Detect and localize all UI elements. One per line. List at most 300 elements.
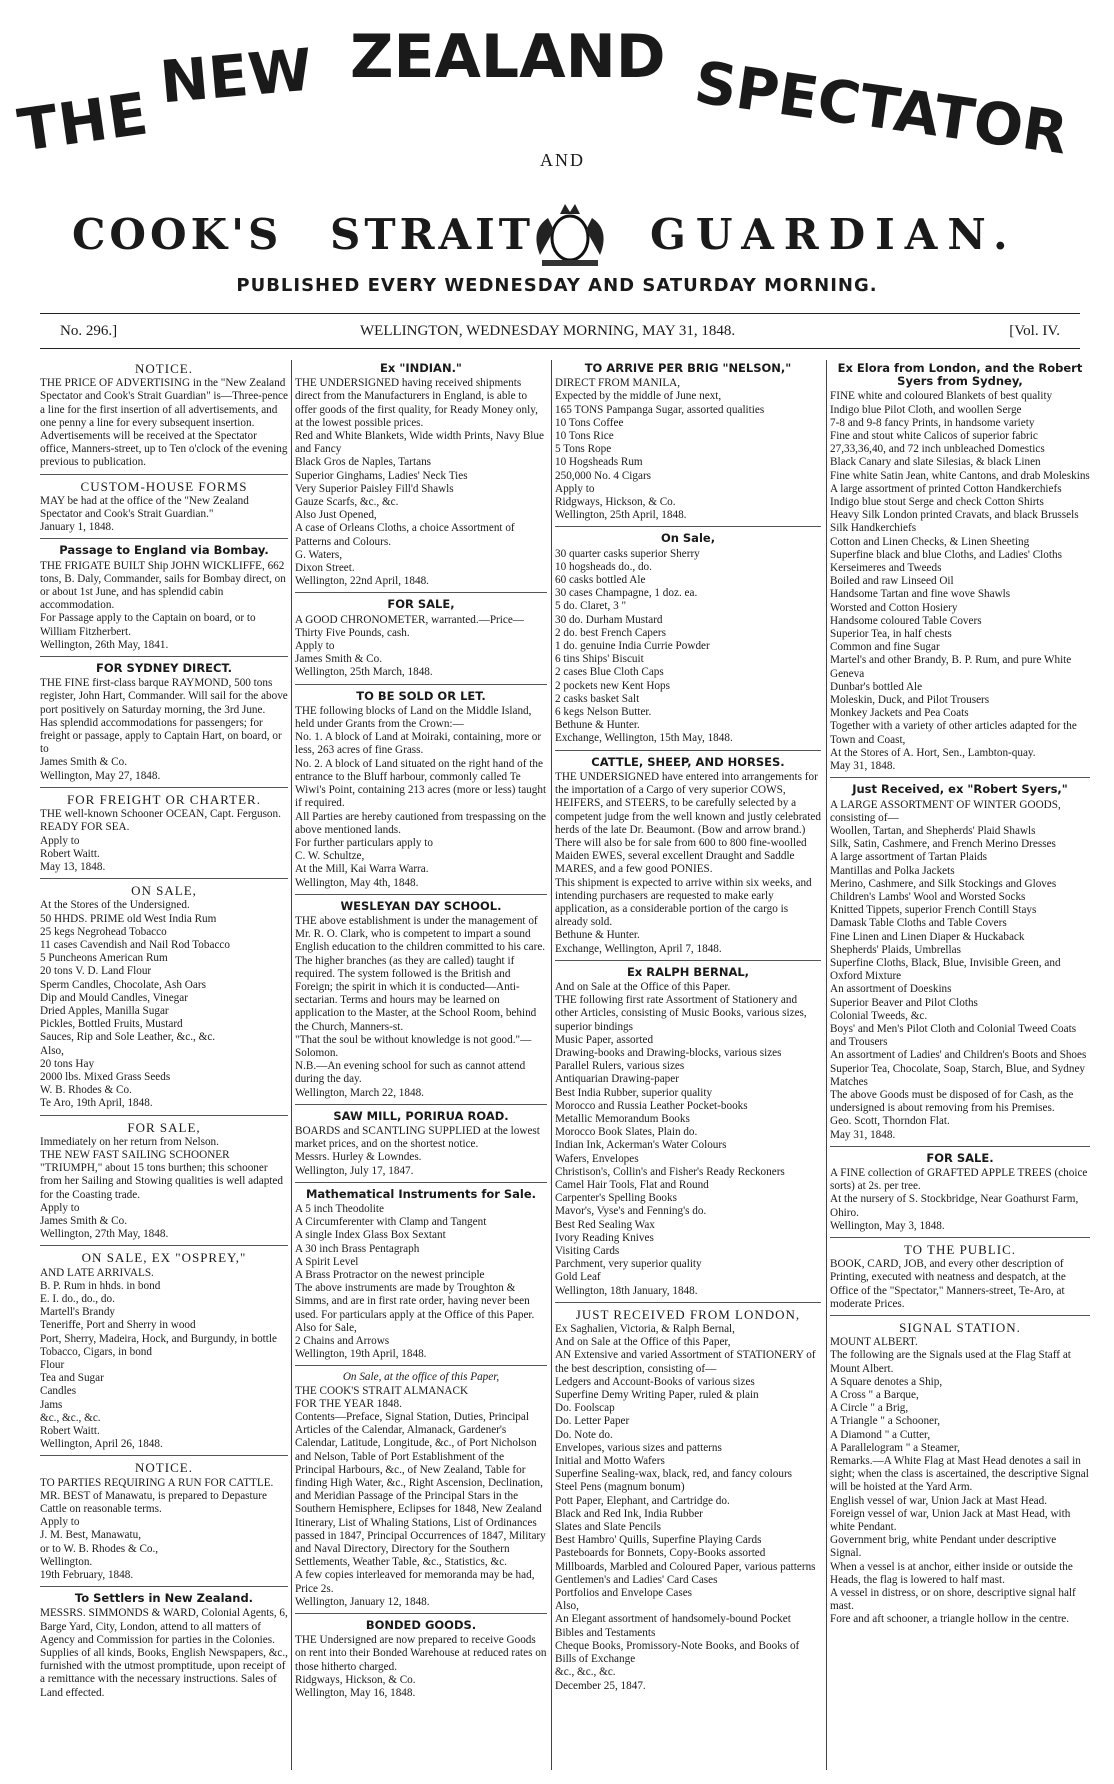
advertisement	[40, 793, 288, 879]
advertisement-date: Wellington, 26th May, 1841.	[40, 638, 169, 651]
advertisement-line: The above instruments are made by Troughton & Simms, and are in first rate order, having never been used. For particulars apply at the Office of this Paper.	[295, 1282, 535, 1321]
advertisement-line: A 30 inch Brass Pentagraph	[295, 1242, 420, 1255]
advertisement-line: Drawing-books and Drawing-blocks, various sizes	[555, 1046, 782, 1059]
advertisement-line: MESSRS. SIMMONDS & WARD, Colonial Agents, 6, Barge Yard, City, London, attend to all matters of Agency and Commission for parties in the Colonies. Supplies of all kinds, Books, English Newspapers, &c., furnished with the utmost promptitude, upon receipt of a remittance with the necessary instructions. Sales of Land effected.	[40, 1607, 288, 1699]
advertisement-line: 20 tons Hay	[40, 1057, 95, 1070]
advertisement-line: C. W. Schultze,	[295, 850, 365, 863]
advertisement-heading: ON SALE, EX "OSPREY,"	[81, 1250, 247, 1266]
advertisement-line: THE COOK'S STRAIT ALMANACK	[295, 1384, 469, 1397]
advertisement-line: Apply to	[40, 834, 80, 847]
advertisement-line: William Fitzherbert.	[40, 625, 131, 638]
advertisement-line: Tobacco, Cigars, in bond	[40, 1345, 152, 1358]
advertisement-heading: Ex "INDIAN."	[380, 361, 462, 375]
advertisement	[295, 690, 547, 895]
advertisement-line: Dixon Street.	[295, 562, 355, 575]
advertisement-line: Envelopes, various sizes and patterns	[555, 1441, 722, 1454]
advertisement-line: For further particulars apply to	[295, 836, 433, 849]
advertisement-line: Black Gros de Naples, Tartans	[295, 456, 432, 469]
advertisement-line: Port, Sherry, Madeira, Hock, and Burgundy, in bottle	[40, 1332, 277, 1345]
advertisement-line: Parallel Rulers, various sizes	[555, 1060, 685, 1073]
advertisement	[555, 756, 821, 961]
royal-crest-icon	[520, 200, 620, 270]
advertisement-line: For Passage apply to the Captain on board, or to	[40, 612, 256, 625]
advertisement-line: Has splendid accommodations for passengers; for freight or passage, apply to Captain Hart, on board, or to	[40, 716, 282, 756]
advertisement-line: MAY be had at the office of the "New Zealand Spectator and Cook's Strait Guardian."	[40, 494, 249, 521]
top-rule	[40, 313, 1080, 314]
advertisement-line: And on Sale at the Office of this Paper.	[555, 980, 731, 993]
advertisement-date: Wellington, April 26, 1848.	[40, 1438, 163, 1451]
advertisement-line: Tea and Sugar	[40, 1372, 104, 1385]
advertisement-line: An assortment of Doeskins	[830, 983, 952, 996]
advertisement-heading: FOR SALE.	[926, 1150, 994, 1165]
advertisement-line: Ledgers and Account-Books of various sizes	[555, 1375, 755, 1388]
advertisement-line: 6 tins Ships' Biscuit	[555, 653, 644, 666]
advertisement-line: A vessel in distress, or on shore, descriptive signal half mast.	[830, 1587, 1076, 1613]
advertisement-line: Robert Waitt.	[40, 847, 100, 860]
advertisement-date: Wellington, May 4th, 1848.	[295, 876, 419, 889]
advertisement-line: READY FOR SEA.	[40, 821, 130, 834]
advertisement-line: or to W. B. Rhodes & Co.,	[40, 1542, 159, 1555]
advertisement	[40, 480, 288, 540]
advertisement-line: Pott Paper, Elephant, and Cartridge do.	[555, 1494, 730, 1507]
advertisement-line: And on Sale at the Office of this Paper,	[555, 1336, 731, 1349]
advertisement-line: Sperm Candles, Chocolate, Ash Oars	[40, 978, 206, 991]
advertisement-line: Fine white Satin Jean, white Cantons, and drab Moleskins	[830, 469, 1090, 482]
advertisement-line: Camel Hair Tools, Flat and Round	[555, 1178, 709, 1191]
advertisement	[830, 783, 1090, 1146]
advertisement-line: Fore and aft schooner, a triangle hollow in the centre.	[830, 1613, 1070, 1626]
advertisement-line: Kerseimeres and Tweeds	[830, 562, 942, 575]
masthead-new: NEW	[157, 35, 315, 117]
advertisement-line: Also Just Opened,	[295, 509, 377, 522]
advertisement	[830, 1243, 1090, 1316]
advertisement-line: Merino, Cashmere, and Silk Stockings and Gloves	[830, 877, 1057, 890]
advertisement-line: THE above establishment is under the management of Mr. R. O. Clark, who is competent to impart a sound English education to the children committed to his care. The higher branches (as they are called) taught if required. The system followed is the British and Foreign; the spirit in which it is conducted—Anti-sectarian. Terms and hours may be learned on application to the Master, at the School Room, behind the Church, Manners-st.	[295, 914, 546, 1033]
advertisement-date: May 31, 1848.	[830, 1128, 896, 1141]
advertisement-line: When a vessel is at anchor, either inside or outside the Heads, the flag is lowered to half mast.	[830, 1560, 1073, 1586]
advertisement-line: Metallic Memorandum Books	[555, 1112, 690, 1125]
advertisement-line: This shipment is expected to arrive within six weeks, and intending purchasers are requested to make early application, as a considerable portion of the cargo is already sold.	[555, 876, 812, 929]
advertisement-date: December 25, 1847.	[555, 1679, 646, 1692]
advertisement-line: No. 2. A block of Land situated on the right hand of the entrance to the Bluff harbour, commonly called Te Wiwi's Point, containing 213 acres (more or less) taught if required.	[295, 757, 547, 810]
advertisement-line: AND LATE ARRIVALS.	[40, 1266, 154, 1279]
advertisement-line: 5 Puncheons American Rum	[40, 952, 168, 965]
advertisement-line: Superior Ginghams, Ladies' Neck Ties	[295, 469, 468, 482]
advertisement-heading: CUSTOM-HOUSE FORMS	[80, 478, 248, 494]
advertisement	[40, 1592, 288, 1704]
advertisement-line: Immediately on her return from Nelson.	[40, 1135, 219, 1148]
advertisement-line: A case of Orleans Cloths, a choice Assortment of Patterns and Colours.	[295, 522, 515, 548]
advertisement-line: Worsted and Cotton Hosiery	[830, 601, 958, 614]
advertisement-line: G. Waters,	[295, 548, 343, 561]
advertisement-date: Wellington, May 16, 1848.	[295, 1687, 416, 1700]
advertisement-line: Superfine Demy Writing Paper, ruled & plain	[555, 1389, 759, 1402]
advertisement-heading: FOR SALE,	[387, 597, 455, 612]
advertisement-line: Indian Ink, Ackerman's Water Colours	[555, 1139, 727, 1152]
advertisement-date: Exchange, Wellington, April 7, 1848.	[555, 942, 722, 955]
advertisement-date: Exchange, Wellington, 15th May, 1848.	[555, 732, 733, 745]
advertisement-line: Damask Table Cloths and Table Covers	[830, 917, 1007, 930]
advertisement-line: At the Stores of A. Hort, Sen., Lambton-quay.	[830, 746, 1036, 759]
advertisement-heading: TO ARRIVE PER BRIG "NELSON,"	[584, 361, 792, 375]
advertisement-line: AN Extensive and varied Assortment of STATIONERY of the best description, consisting of—	[555, 1349, 816, 1375]
advertisement-line: Moleskin, Duck, and Pilot Trousers	[830, 694, 990, 707]
advertisement-line: A Brass Protractor on the newest principle	[295, 1269, 485, 1281]
advertisement-line: MOUNT ALBERT.	[830, 1336, 918, 1349]
advertisement-line: Millboards, Marbled and Coloured Paper, various patterns	[555, 1560, 816, 1573]
advertisement-line: Apply to	[295, 640, 335, 653]
advertisement-line: There will also be for sale from 600 to 800 fine-woolled Maiden EWES, several excellent Draught and Saddle MARES, and a few good PONIES.	[555, 836, 807, 876]
advertisement-line: Handsome Tartan and fine wove Shawls	[830, 588, 1011, 601]
column-divider	[291, 360, 292, 1770]
advertisement-line: &c., &c., &c.	[40, 1411, 101, 1424]
advertisement-line: A Triangle " a Schooner,	[830, 1415, 941, 1428]
advertisement-line: THE Undersigned are now prepared to receive Goods on rent into their Bonded Warehouse at reduced rates on those hitherto charged.	[295, 1634, 547, 1673]
advertisement-heading: ON SALE,	[131, 883, 197, 899]
advertisement	[40, 544, 288, 657]
advertisement-line: A Circumferenter with Clamp and Tangent	[295, 1216, 487, 1229]
advertisement-line: A Diamond " a Cutter,	[830, 1428, 931, 1441]
column-4	[830, 360, 1090, 1636]
advertisement-line: The above Goods must be disposed of for Cash, as the undersigned is about removing from his Premises.	[830, 1088, 1074, 1115]
advertisement-line: Government brig, white Pendant under descriptive Signal.	[830, 1534, 1057, 1560]
advertisement-line: Indigo blue Pilot Cloth, and woollen Serge	[830, 403, 1022, 416]
advertisement-heading: TO THE PUBLIC.	[903, 1242, 1017, 1257]
advertisement-line: Visiting Cards	[555, 1245, 620, 1257]
advertisement-heading: Just Received, ex "Robert Syers,"	[852, 782, 1068, 797]
advertisement-line: Christison's, Collin's and Fisher's Ready Reckoners	[555, 1165, 785, 1178]
advertisement-line: A FINE collection of GRAFTED APPLE TREES (choice sorts) at 2s. per tree.	[830, 1166, 1088, 1193]
issue-date: WELLINGTON, WEDNESDAY MORNING, MAY 31, 1848.	[360, 323, 736, 339]
advertisement-line: Common and fine Sugar	[830, 641, 940, 654]
advertisement-line: DIRECT FROM MANILA,	[555, 377, 681, 390]
advertisement-line: 10 Tons Rice	[555, 430, 614, 443]
advertisement-line: Fine Linen and Linen Diaper & Huckaback	[830, 930, 1025, 943]
advertisement-line: Superior Beaver and Pilot Cloths	[830, 996, 978, 1009]
advertisement-line: Colonial Tweeds, &c.	[830, 1009, 928, 1022]
column-3	[555, 360, 821, 1702]
advertisement-heading: Passage to England via Bombay.	[59, 543, 269, 558]
advertisement-line: A single Index Glass Box Sextant	[295, 1229, 446, 1242]
advertisement	[40, 1121, 288, 1247]
advertisement-line: English vessel of war, Union Jack at Mast Head.	[830, 1494, 1048, 1507]
advertisement-line: No. 1. A block of Land at Moiraki, containing, more or less, 263 acres of fine Grass.	[295, 731, 542, 757]
advertisement	[295, 362, 547, 593]
advertisement-line: Geo. Scott, Thorndon Flat.	[830, 1115, 950, 1128]
advertisement-line: Handsome coloured Table Covers	[830, 614, 982, 627]
advertisement-line: 30 do. Durham Mustard	[555, 613, 663, 626]
advertisement-date: Wellington, July 17, 1847.	[295, 1164, 414, 1177]
advertisement-line: Contents—Preface, Signal Station, Duties, Principal Articles of the Calendar, Almanack, Gardener's Calendar, Latitude, Longitude, &c., of Port Nicholson and Nelson, Table of Port Establishment of the Principal Harbours, &c., of New Zealand, Table for finding High Water, &c., Right Ascension, Declination, and Meridian Passage of the Principal Stars in the Southern Hemisphere, Eclipses for 1848, New Zealand Itinerary, List of Whaling Stations, List of Ordinances passed in 1847, Principal Occurrences of 1847, Military and Naval Directory, Directory for the Southern Settlements, Weather Table, &c., Statistics, &c.	[295, 1411, 546, 1569]
advertisement	[295, 900, 547, 1105]
advertisement	[555, 1308, 821, 1697]
advertisement-line: At the Stores of the Undersigned.	[40, 899, 190, 912]
advertisement-line: Steel Pens (magnum bonum)	[555, 1481, 685, 1494]
advertisement-line: Remarks.—A White Flag at Mast Head denotes a sail in sight; when the class is ascertained, the descriptive Signal will be hoisted at the Yard Arm.	[830, 1455, 1089, 1494]
advertisement-line: THE well-known Schooner OCEAN, Capt. Ferguson.	[40, 808, 281, 821]
advertisement-line: MR. BEST of Manawatu, is prepared to Depasture Cattle on reasonable terms.	[40, 1489, 267, 1516]
advertisement-line: Black Canary and slate Silesias, & black Linen	[830, 456, 1041, 469]
advertisement-line: Antiquarian Drawing-paper	[555, 1073, 679, 1086]
masthead-zealand: ZEALAND	[350, 22, 666, 92]
advertisement-line: Superfine Sealing-wax, black, red, and fancy colours	[555, 1468, 793, 1481]
advertisement-line: Red and White Blankets, Wide width Prints, Navy Blue and Fancy	[295, 430, 544, 456]
advertisement-heading: TO BE SOLD OR LET.	[356, 688, 486, 703]
advertisement-line: Do. Foolscap	[555, 1402, 615, 1415]
advertisement-line: Together with a variety of other articles adapted for the Town and Coast,	[830, 720, 1077, 746]
advertisement-line: Silk, Satin, Cashmere, and French Merino Dresses	[830, 838, 1056, 851]
advertisement-line: Best Red Sealing Wax	[555, 1218, 655, 1231]
advertisement-line: 11 cases Cavendish and Nail Rod Tobacco	[40, 938, 230, 951]
advertisement	[295, 1371, 547, 1614]
advertisement-line: An Elegant assortment of handsomely-bound Pocket Bibles and Testaments	[555, 1613, 791, 1639]
advertisement-line: 20 tons V. D. Land Flour	[40, 965, 152, 978]
advertisement-date: Wellington, 18th January, 1848.	[555, 1284, 698, 1297]
advertisement-date: May 13, 1848.	[40, 860, 106, 873]
advertisement-date: January 1, 1848.	[40, 521, 114, 534]
advertisement	[40, 884, 288, 1115]
advertisement-line: Teneriffe, Port and Sherry in wood	[40, 1319, 196, 1332]
advertisement-line: Morocco and Russia Leather Pocket-books	[555, 1099, 748, 1112]
advertisement-heading: Mathematical Instruments for Sale.	[305, 1186, 537, 1201]
advertisement-line: "That the soul be without knowledge is not good."—Solomon.	[295, 1033, 532, 1059]
advertisement-line: 10 Hogsheads Rum	[555, 456, 643, 469]
advertisement-line: Ridgways, Hickson, & Co.	[555, 496, 676, 509]
advertisement-line: 60 casks bottled Ale	[555, 574, 646, 587]
advertisement-line: Apply to	[40, 1201, 80, 1214]
advertisement-line: Cheque Books, Promissory-Note Books, and Books of Bills of Exchange	[555, 1639, 800, 1666]
advertisement-line: TO PARTIES REQUIRING A RUN FOR CATTLE.	[40, 1476, 274, 1489]
advertisement-line: A LARGE ASSORTMENT OF WINTER GOODS, consisting of—	[830, 798, 1061, 824]
advertisement-line: Mantillas and Polka Jackets	[830, 864, 955, 877]
advertisement-date: Wellington, 25th March, 1848.	[295, 666, 433, 679]
advertisement-date: Wellington, January 12, 1848.	[295, 1595, 430, 1608]
advertisement-line: A Square denotes a Ship,	[830, 1375, 943, 1388]
advertisement-line: Fine and stout white Calicos of superior fabric	[830, 430, 1038, 443]
advertisement-line: A Circle " a Brig,	[830, 1402, 909, 1415]
advertisement-line: A large assortment of printed Cotton Handkerchiefs	[830, 482, 1062, 495]
column-divider	[551, 360, 552, 1770]
advertisement-line: Children's Lambs' Wool and Worsted Socks	[830, 890, 1026, 903]
advertisement-line: Flour	[40, 1359, 65, 1372]
advertisement-line: A Parallelogram " a Steamer,	[830, 1441, 960, 1454]
advertisement-line: Pickles, Bottled Fruits, Mustard	[40, 1018, 183, 1031]
advertisement-line: A few copies interleaved for memoranda may be had, Price 2s.	[295, 1569, 535, 1595]
advertisement-line: THE PRICE OF ADVERTISING in the "New Zealand Spectator and Cook's Strait Guardian" is—Three-pence a line for the first insertion of all advertisements, and one penny a line for every subsequent insertion.	[40, 377, 288, 429]
advertisement-line: Dip and Mould Candles, Vinegar	[40, 991, 188, 1004]
advertisement	[295, 598, 547, 684]
advertisement-line: Gentlemen's and Ladies' Card Cases	[555, 1573, 718, 1586]
advertisement	[295, 1619, 547, 1704]
advertisement-line: BOARDS and SCANTLING SUPPLIED at the lowest market prices, and on the shortest notice.	[295, 1124, 540, 1151]
advertisement-line: Carpenter's Spelling Books	[555, 1192, 677, 1205]
advertisement-line: A Spirit Level	[295, 1255, 359, 1268]
masthead-the: THE	[13, 79, 153, 165]
advertisement-line: 25 kegs Negrohead Tobacco	[40, 925, 167, 938]
advertisement-line: Ridgways, Hickson, & Co.	[295, 1673, 416, 1686]
advertisement-line: Superior Tea, Chocolate, Soap, Starch, Blue, and Sydney Matches	[830, 1062, 1086, 1088]
advertisement	[40, 1251, 288, 1456]
advertisement-line: All Parties are hereby cautioned from trespassing on the above mentioned lands.	[295, 810, 547, 836]
masthead-spectator: SPECTATOR	[690, 48, 1072, 168]
advertisement-heading: NOTICE.	[135, 361, 193, 376]
advertisement-line: 27,33,36,40, and 72 inch unbleached Domestics	[830, 443, 1045, 456]
advertisement-line: Superior Tea, in half chests	[830, 628, 952, 641]
advertisement-line: 6 kegs Nelson Butter.	[555, 706, 652, 719]
advertisement-date: May 31, 1848.	[830, 760, 896, 773]
advertisement-line: Indigo blue stout Serge and check Cotton Shirts	[830, 496, 1044, 509]
advertisement	[830, 1321, 1090, 1631]
advertisement-line: Music Paper, assorted	[555, 1033, 654, 1046]
advertisement-line: Expected by the middle of June next,	[555, 390, 722, 403]
advertisement-line: At the nursery of S. Stockbridge, Near Goathurst Farm, Ohiro.	[830, 1193, 1079, 1219]
advertisement-line: THE FINE first-class barque RAYMOND, 500 tons register, John Hart, Commander. Will sail for the above port positively on Saturday morning, the 3rd June.	[40, 677, 288, 716]
advertisement	[295, 1188, 547, 1367]
advertisement-line: At the Mill, Kai Warra Warra.	[295, 863, 429, 876]
advertisement-line: Bethune & Hunter.	[555, 719, 640, 732]
advertisement-date: Wellington, 25th April, 1848.	[555, 509, 687, 522]
advertisement-line: A large assortment of Tartan Plaids	[830, 851, 987, 864]
masthead-and: AND	[540, 150, 585, 170]
column-1	[40, 360, 288, 1709]
advertisement	[555, 532, 821, 750]
advertisement-heading: NOTICE.	[135, 1460, 193, 1476]
issue-number: No. 296.]	[60, 323, 118, 339]
masthead	[0, 0, 1114, 300]
advertisement-heading: SAW MILL, PORIRUA ROAD.	[333, 1108, 509, 1123]
advertisement-line: 2 do. best French Capers	[555, 626, 666, 639]
advertisement-line: 2 casks basket Salt	[555, 692, 640, 705]
advertisement-line: Also for Sale,	[295, 1321, 357, 1334]
advertisement	[40, 1461, 288, 1587]
column-2	[295, 360, 547, 1709]
advertisement-line: Also,	[555, 1600, 579, 1613]
advertisement-heading: JUST RECEIVED FROM LONDON,	[575, 1306, 801, 1322]
advertisement-line: 250,000 No. 4 Cigars	[555, 469, 652, 482]
advertisement-line: Do. Note do.	[555, 1428, 613, 1441]
advertisement-line: Dried Apples, Manilla Sugar	[40, 1004, 169, 1017]
advertisement-line: 30 cases Champagne, 1 doz. ea.	[555, 587, 698, 600]
advertisement-line: Bethune & Hunter.	[555, 929, 640, 942]
advertisement-line: Heavy Silk London printed Cravats, and black Brussels Silk Handkerchiefs	[830, 509, 1079, 535]
advertisement-line: Boys' and Men's Pilot Cloth and Colonial Tweed Coats and Trousers	[830, 1022, 1077, 1049]
advertisement-line: Best India Rubber, superior quality	[555, 1086, 713, 1099]
advertisement-date: Wellington, May 27, 1848.	[40, 769, 161, 782]
advertisement-line: Do. Letter Paper	[555, 1415, 630, 1428]
advertisement-line: James Smith & Co.	[40, 1214, 128, 1227]
advertisement	[40, 362, 288, 475]
column-divider	[826, 360, 827, 1770]
advertisement-line: The following are the Signals used at the Flag Staff at Mount Albert.	[830, 1349, 1071, 1375]
advertisement-line: 10 Tons Coffee	[555, 416, 624, 429]
advertisement-line: An assortment of Ladies' and Children's Boots and Shoes	[830, 1049, 1087, 1062]
advertisement-line: Black and Red Ink, India Rubber	[555, 1507, 703, 1520]
advertisement-line: THE UNDERSIGNED have entered into arrangements for the importation of a Cargo of very superior COWS, HEIFERS, and STEERS, to be carefully selected by a competent judge from the well known and justly celebrated herds of the late Dr. Beaumont. (Bow and arrow brand.)	[555, 770, 821, 836]
advertisement-heading: To Settlers in New Zealand.	[74, 1591, 254, 1606]
advertisement-heading: Ex Elora from London, and the Robert Syers from Sydney,	[837, 361, 1083, 389]
masthead-guardian: GUARDIAN.	[650, 210, 1018, 259]
advertisement-date: Wellington, 27th May, 1848.	[40, 1228, 169, 1241]
advertisement	[555, 966, 821, 1303]
advertisement-date: Wellington, 19th April, 1848.	[295, 1348, 427, 1361]
advertisement-line: Apply to	[555, 482, 595, 495]
advertisement-line: Slates and Slate Pencils	[555, 1521, 661, 1534]
advertisement-line: 50 HHDS. PRIME old West India Rum	[40, 912, 217, 925]
advertisement-line: BOOK, CARD, JOB, and every other description of Printing, executed with neatness and despatch, at the Office of the "Spectator," Manners-street, Te-Aro, at moderate Prices.	[830, 1258, 1066, 1310]
advertisement-line: 165 TONS Pampanga Sugar, assorted qualities	[555, 403, 765, 416]
advertisement	[555, 362, 821, 527]
advertisement-line: Best Hambro' Quills, Superfine Playing Cards	[555, 1534, 762, 1547]
advertisement-heading: SIGNAL STATION.	[899, 1320, 1021, 1336]
advertisement-line: &c., &c., &c.	[555, 1666, 616, 1679]
advertisement	[40, 662, 288, 788]
advertisement-line: Initial and Motto Wafers	[555, 1455, 665, 1468]
advertisement-heading: CATTLE, SHEEP, AND HORSES.	[591, 754, 785, 769]
advertisement-line: Monkey Jackets and Pea Coats	[830, 707, 969, 720]
advertisement-line: 1 do. genuine India Currie Powder	[555, 640, 710, 653]
advertisement	[830, 1152, 1090, 1238]
masthead-strait: STRAIT	[330, 210, 534, 259]
masthead-cooks: COOK'S	[72, 210, 283, 259]
advertisement-line: 7-8 and 9-8 fancy Prints, in handsome variety	[830, 416, 1035, 429]
advertisement-line: N.B.—An evening school for such as cannot attend during the day.	[295, 1060, 526, 1086]
advertisement-heading: FOR FREIGHT OR CHARTER.	[67, 791, 261, 807]
advertisement-line: THE following blocks of Land on the Middle Island, held under Grants from the Crown:—	[295, 704, 532, 731]
advertisement-line: Superfine Cloths, Black, Blue, Invisible Green, and Oxford Mixture	[830, 956, 1061, 983]
advertisement-heading: Ex RALPH BERNAL,	[626, 964, 750, 979]
advertisement-line: A 5 inch Theodolite	[295, 1202, 384, 1215]
advertisement-line: 5 do. Claret, 3 "	[555, 600, 627, 613]
advertisement-heading: FOR SALE,	[127, 1119, 201, 1135]
advertisement-line: 5 Tons Rope	[555, 443, 612, 456]
advertisement-line: Robert Waitt.	[40, 1425, 100, 1438]
advertisement-line: Martell's Brandy	[40, 1306, 116, 1319]
publication-schedule: PUBLISHED EVERY WEDNESDAY AND SATURDAY MORNING.	[236, 275, 878, 296]
advertisement	[830, 362, 1090, 778]
advertisement-line: Mavor's, Vyse's and Fenning's do.	[555, 1205, 707, 1218]
advertisement-line: THE FRIGATE BUILT Ship JOHN WICKLIFFE, 662 tons, B. Daly, Commander, sails for Bombay direct, on or about 1st June, and has splendid cabin accommodation.	[40, 559, 286, 612]
advertisement-line: Martel's and other Brandy, B. P. Rum, and pure White Geneva	[830, 654, 1072, 680]
advertisement-line: Parchment, very superior quality	[555, 1258, 702, 1271]
advertisement-line: J. M. Best, Manawatu,	[40, 1529, 141, 1542]
advertisement-line: E. I. do., do., do.	[40, 1293, 115, 1305]
advertisement-line: Wafers, Envelopes	[555, 1152, 639, 1165]
advertisement-line: THE NEW FAST SAILING SCHOONER "TRIUMPH," about 15 tons burthen; this schooner from her Sailing and Stowing qualities is well adapted for the Coasting trade.	[40, 1148, 283, 1201]
advertisement-line: Very Superior Paisley Fill'd Shawls	[295, 482, 454, 495]
advertisement-line: A Cross " a Barque,	[830, 1389, 919, 1402]
advertisement-line: Foreign vessel of war, Union Jack at Mast Head, with white Pendant.	[830, 1507, 1071, 1534]
advertisement	[295, 1110, 547, 1183]
dateline-rule	[40, 348, 1080, 349]
volume-number: [Vol. IV.	[1009, 323, 1060, 339]
advertisement-line: Morocco Book Slates, Plain do.	[555, 1126, 698, 1139]
advertisement-line: 2 Chains and Arrows	[295, 1335, 390, 1348]
advertisement-line: Gold Leaf	[555, 1271, 601, 1284]
advertisement-line: 2 pockets new Kent Hops	[555, 679, 670, 692]
advertisement-line: Apply to	[40, 1516, 80, 1529]
advertisement-line: Wellington.	[40, 1555, 93, 1568]
advertisement-line: Also,	[40, 1044, 64, 1057]
advertisement-line: Woollen, Tartan, and Shepherds' Plaid Shawls	[830, 824, 1036, 837]
advertisement-heading: FOR SYDNEY DIRECT.	[96, 661, 232, 676]
advertisement-line: Boiled and raw Linseed Oil	[830, 575, 954, 588]
advertisement-date: Wellington, March 22, 1848.	[295, 1086, 424, 1099]
advertisement-date: Te Aro, 19th April, 1848.	[40, 1097, 153, 1110]
advertisement-line: Gauze Scarfs, &c., &c.	[295, 496, 399, 509]
advertisement-line: THE following first rate Assortment of Stationery and other Articles, consisting of Music Books, various sizes, superior bindings	[555, 994, 807, 1033]
advertisement-line: 2000 lbs. Mixed Grass Seeds	[40, 1070, 171, 1083]
advertisement-line: James Smith & Co.	[295, 653, 383, 666]
